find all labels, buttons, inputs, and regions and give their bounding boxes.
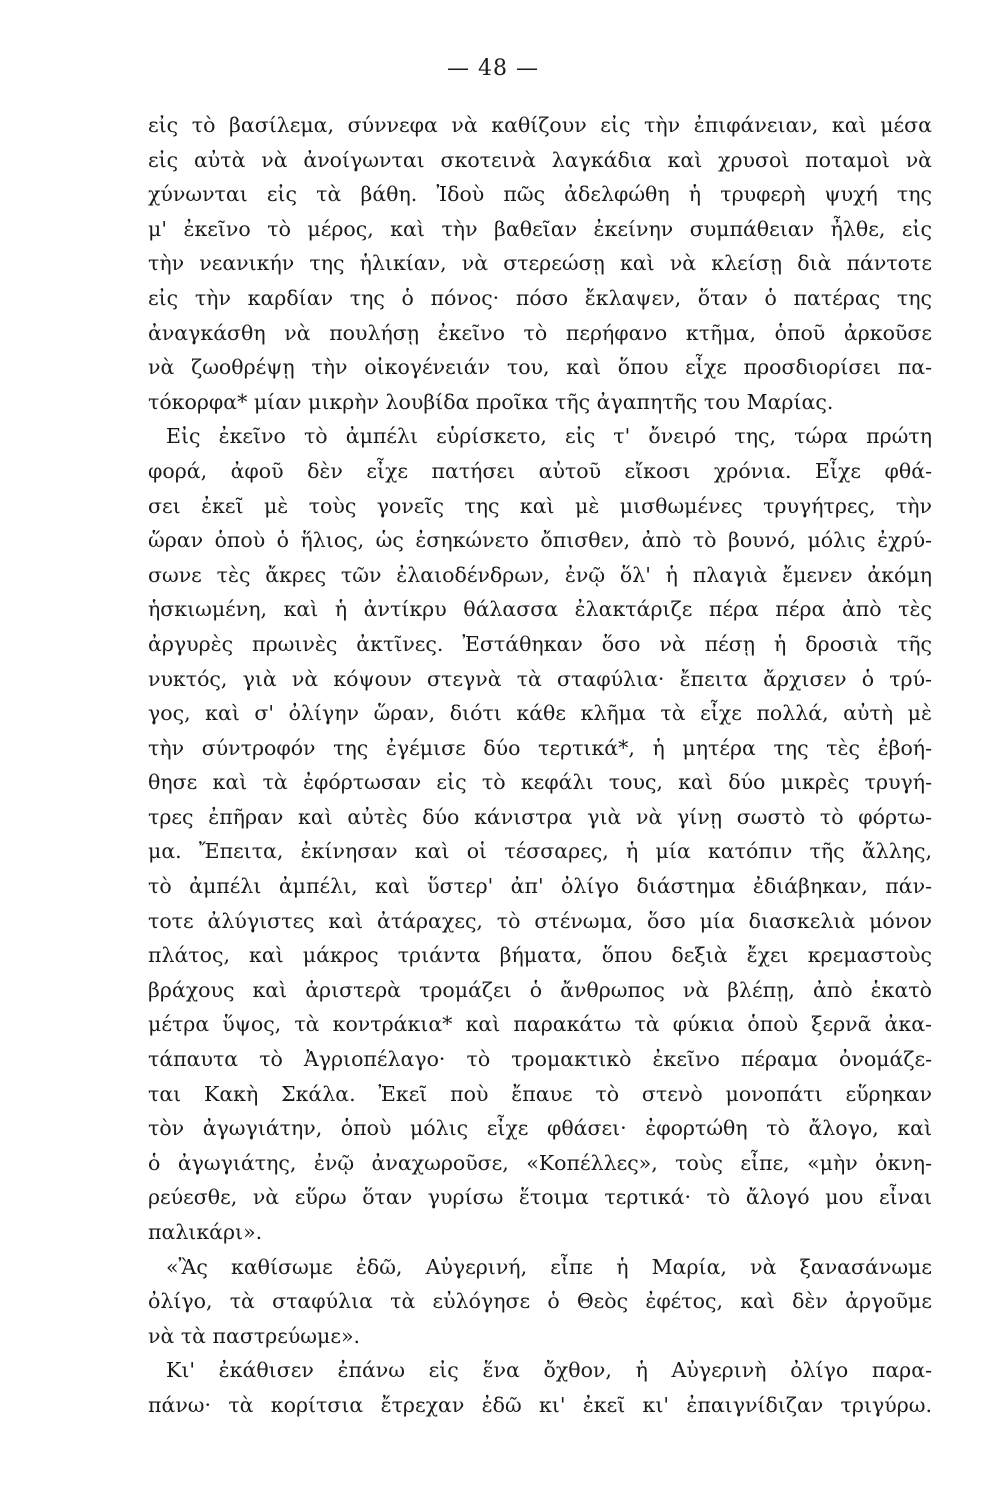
text-line: ται Κακὴ Σκάλα. Ἐκεῖ ποὺ ἔπαυε τὸ στενὸ μονοπάτι εὕρηκαν (148, 1081, 932, 1106)
text-line: εἰς τὸ βασίλεμα, σύννεφα νὰ καθίζουν εἰς τὴν ἐπιφάνειαν, καὶ μέσα (148, 113, 932, 137)
paragraph-start-line: Κι' ἐκάθισεν ἐπάνω εἰς ἕνα ὄχθον, ἡ Αὐγερινὴ ὀλίγο παρα- (166, 1358, 932, 1383)
text-line: τὸ ἀμπέλι ἀμπέλι, καὶ ὕστερ' ἀπ' ὀλίγο διάστημα ἐδιάβηκαν, πάν- (148, 874, 932, 899)
text-line: τόκορφα* μίαν μικρὴν λουβίδα προῖκα τῆς ἀγαπητῆς του Μαρίας. (148, 389, 834, 414)
text-line: πάνω· τὰ κορίτσια ἔτρεχαν ἐδῶ κι' ἐκεῖ κι' ἐπαιγνίδιζαν τριγύρω. (148, 1392, 932, 1417)
paragraph-start-line: Εἰς ἐκεῖνο τὸ ἀμπέλι εὑρίσκετο, εἰς τ' ὄνειρό της, τώρα πρώτη (166, 424, 932, 449)
text-line: νυκτός, γιὰ νὰ κόψουν στεγνὰ τὰ σταφύλια· ἔπειτα ἄρχισεν ὁ τρύ- (148, 666, 932, 691)
text-line: πλάτος, καὶ μάκρος τριάντα βήματα, ὅπου δεξιὰ ἔχει κρεμαστοὺς (148, 943, 932, 968)
body-text (148, 108, 932, 1423)
text-line: εἰς αὐτὰ νὰ ἀνοίγωνται σκοτεινὰ λαγκάδια καὶ χρυσοὶ ποταμοὶ νὰ (148, 147, 932, 172)
text-line: ἀναγκάσθη νὰ πουλήσῃ ἐκεῖνο τὸ περήφανο κτῆμα, ὁποῦ ἀρκοῦσε (148, 320, 932, 345)
text-line: σει ἐκεῖ μὲ τοὺς γονεῖς της καὶ μὲ μισθωμένες τρυγήτρες, τὴν (148, 493, 932, 518)
text-line: παλικάρι». (148, 1220, 263, 1244)
text-line: τὴν νεανικήν της ἡλικίαν, νὰ στερεώσῃ καὶ νὰ κλείσῃ διὰ πάντοτε (148, 251, 932, 276)
text-line: γος, καὶ σ' ὀλίγην ὥραν, διότι κάθε κλῆμα τὰ εἶχε πολλά, αὐτὴ μὲ (148, 701, 932, 726)
text-line: φορά, ἀφοῦ δὲν εἶχε πατήσει αὐτοῦ εἴκοσι χρόνια. Εἶχε φθά- (148, 458, 932, 483)
page-number: — 48 — (447, 56, 539, 81)
text-line: μα. Ἔπειτα, ἐκίνησαν καὶ οἱ τέσσαρες, ἡ μία κατόπιν τῆς ἄλλης, (148, 839, 932, 864)
text-line: βράχους καὶ ἀριστερὰ τρομάζει ὁ ἄνθρωπος νὰ βλέπῃ, ἀπὸ ἑκατὸ (148, 977, 932, 1002)
text-line: μέτρα ὕψος, τὰ κοντράκια* καὶ παρακάτω τὰ φύκια ὁποὺ ξερνᾶ ἀκα- (148, 1012, 932, 1037)
text-line: μ' ἐκεῖνο τὸ μέρος, καὶ τὴν βαθεῖαν ἐκείνην συμπάθειαν ἦλθε, εἰς (148, 216, 932, 241)
text-line: τρες ἐπῆραν καὶ αὐτὲς δύο κάνιστρα γιὰ νὰ γίνῃ σωστὸ τὸ φόρτω- (148, 804, 932, 829)
text-line: νὰ τὰ παστρεύωμε». (148, 1323, 361, 1348)
text-line: τὴν σύντροφόν της ἐγέμισε δύο τερτικά*, ἡ μητέρα της τὲς ἐβοή- (148, 735, 932, 760)
text-line: ἀργυρὲς πρωινὲς ἀκτῖνες. Ἐστάθηκαν ὅσο νὰ πέσῃ ἡ δροσιὰ τῆς (148, 631, 932, 656)
text-line: σωνε τὲς ἄκρες τῶν ἐλαιοδένδρων, ἐνῷ ὅλ' ἡ πλαγιὰ ἔμενεν ἀκόμη (148, 562, 932, 587)
text-line: εἰς τὴν καρδίαν της ὁ πόνος· πόσο ἔκλαψεν, ὅταν ὁ πατέρας της (148, 285, 932, 310)
text-line: ἡσκιωμένη, καὶ ἡ ἀντίκρυ θάλασσα ἐλακτάριζε πέρα πέρα ἀπὸ τὲς (148, 597, 932, 622)
text-line: ρεύεσθε, νὰ εὕρω ὅταν γυρίσω ἕτοιμα τερτικά· τὸ ἄλογό μου εἶναι (148, 1185, 932, 1210)
text-line: ὥραν ὁποὺ ὁ ἥλιος, ὡς ἐσηκώνετο ὄπισθεν, ἀπὸ τὸ βουνό, μόλις ἐχρύ- (148, 528, 932, 553)
text-line: θησε καὶ τὰ ἐφόρτωσαν εἰς τὸ κεφάλι τους, καὶ δύο μικρὲς τρυγή- (148, 770, 932, 795)
paragraph-start-line: «Ἂς καθίσωμε ἐδῶ, Αὐγερινή, εἶπε ἡ Μαρία, νὰ ξανασάνωμε (166, 1254, 932, 1279)
text-line: ὁ ἀγωγιάτης, ἐνῷ ἀναχωροῦσε, «Κοπέλλες», τοὺς εἶπε, «μὴν ὀκνη- (148, 1150, 932, 1175)
text-line: τοτε ἀλύγιστες καὶ ἀτάραχες, τὸ στένωμα, ὅσο μία διασκελιὰ μόνον (148, 908, 932, 933)
text-line: τάπαυτα τὸ Ἀγριοπέλαγο· τὸ τρομακτικὸ ἐκεῖνο πέραμα ὀνομάζε- (148, 1047, 932, 1072)
text-line: χύνωνται εἰς τὰ βάθη. Ἰδοὺ πῶς ἀδελφώθη ἡ τρυφερὴ ψυχή της (148, 182, 932, 207)
text-line: τὸν ἀγωγιάτην, ὁποὺ μόλις εἶχε φθάσει· ἐφορτώθη τὸ ἄλογο, καὶ (148, 1116, 932, 1141)
text-line: νὰ ζωοθρέψῃ τὴν οἰκογένειάν του, καὶ ὅπου εἶχε προσδιορίσει πα- (148, 355, 932, 380)
text-line: ὀλίγο, τὰ σταφύλια τὰ εὐλόγησε ὁ Θεὸς ἐφέτος, καὶ δὲν ἀργοῦμε (148, 1289, 932, 1314)
